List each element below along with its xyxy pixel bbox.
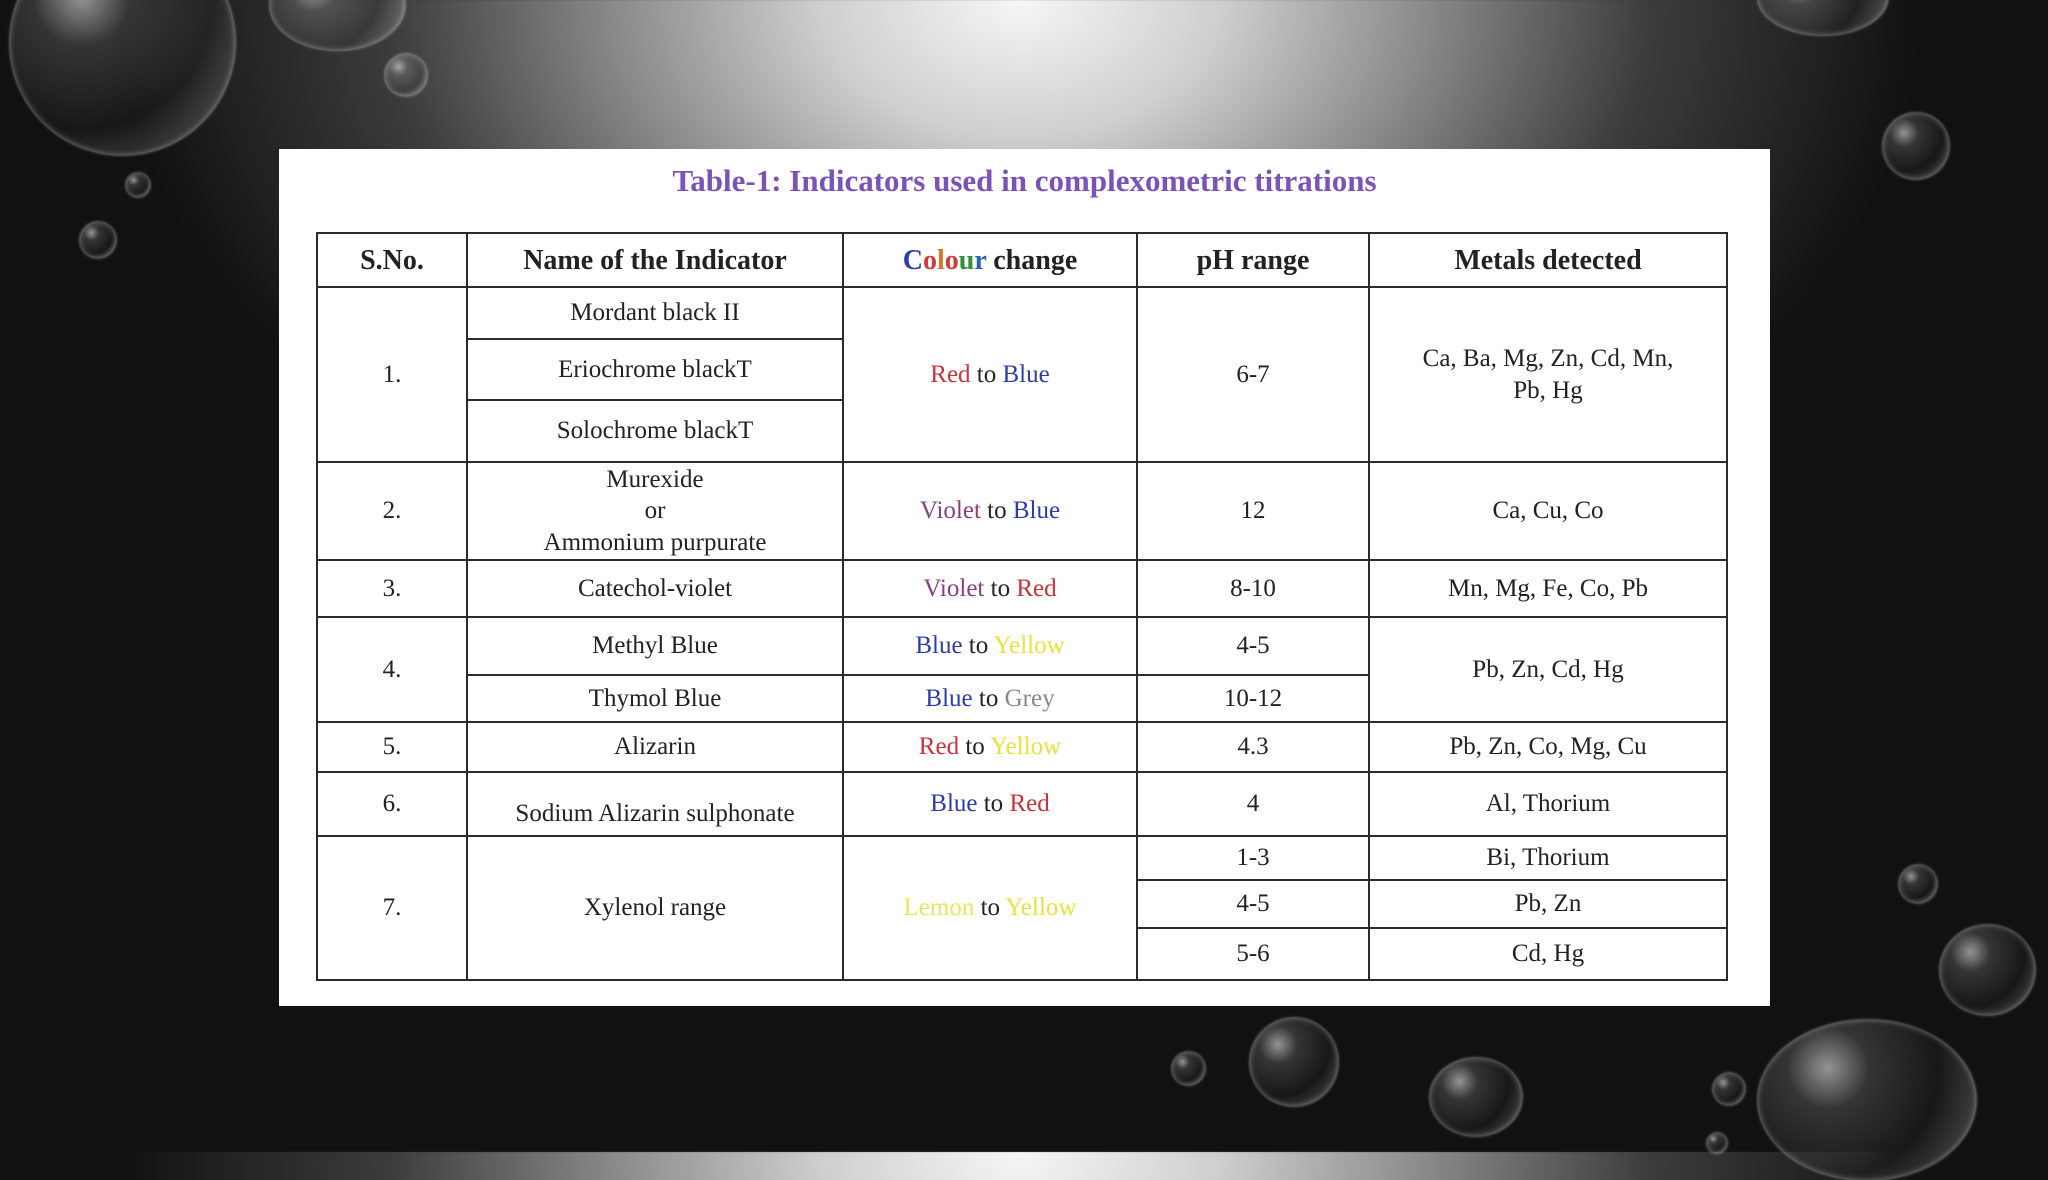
cell-metals-detected: Mn, Mg, Fe, Co, Pb bbox=[1369, 560, 1727, 617]
water-droplet-decoration bbox=[1172, 1052, 1205, 1085]
water-droplet-decoration bbox=[126, 173, 150, 197]
cell-sno: 5. bbox=[317, 722, 467, 772]
header-colour-change bbox=[843, 233, 1137, 287]
cell-ph-range: 6-7 bbox=[1137, 287, 1369, 462]
metals-line: Pb, Hg bbox=[1513, 376, 1583, 404]
colour-connector: to bbox=[965, 733, 985, 761]
cell-ph-range: 10-12 bbox=[1137, 675, 1369, 722]
water-droplet-decoration bbox=[1758, 1020, 1976, 1180]
name-line: or bbox=[644, 497, 666, 525]
colour-from: Blue bbox=[930, 790, 978, 818]
cell-sno: 6. bbox=[317, 772, 467, 836]
cell-sno: 7. bbox=[317, 836, 467, 980]
colour-to: Grey bbox=[1004, 684, 1055, 712]
water-droplet-decoration bbox=[10, 0, 235, 155]
colour-from: Blue bbox=[915, 632, 963, 660]
metals-line: Ca, Ba, Mg, Zn, Cd, Mn, bbox=[1422, 345, 1674, 373]
colour-connector: to bbox=[983, 790, 1004, 818]
name-line: Murexide bbox=[606, 466, 704, 494]
colour-connector: to bbox=[990, 574, 1011, 602]
cell-colour-change bbox=[843, 772, 1137, 836]
colour-to: Blue bbox=[1002, 360, 1050, 388]
header-colour-letter: u bbox=[958, 244, 975, 276]
cell-indicator-name: Solochrome blackT bbox=[467, 400, 843, 462]
colour-from: Violet bbox=[919, 497, 981, 525]
cell-metals-detected: Bi, Thorium bbox=[1369, 836, 1727, 880]
cell-sno: 1. bbox=[317, 287, 467, 462]
cell-indicator-name: Methyl Blue bbox=[467, 617, 843, 675]
header-colour-letter: l bbox=[936, 244, 945, 276]
cell-colour-change bbox=[843, 722, 1137, 772]
table-row bbox=[317, 836, 1727, 880]
cell-indicator-name: Thymol Blue bbox=[467, 675, 843, 722]
cell-sno: 3. bbox=[317, 560, 467, 617]
cell-metals-detected: Cd, Hg bbox=[1369, 928, 1727, 980]
colour-to: Yellow bbox=[990, 733, 1062, 761]
colour-to: Yellow bbox=[1005, 894, 1077, 922]
header-indicator-name: Name of the Indicator bbox=[467, 233, 843, 287]
table-row bbox=[317, 617, 1727, 675]
table-header-row bbox=[317, 233, 1727, 287]
cell-colour-change bbox=[843, 462, 1137, 560]
water-droplet-decoration bbox=[1707, 1133, 1727, 1153]
water-droplet-decoration bbox=[1250, 1018, 1338, 1106]
water-droplet-decoration bbox=[1430, 1058, 1522, 1136]
colour-connector: to bbox=[968, 632, 989, 660]
colour-from: Red bbox=[918, 733, 960, 761]
water-droplet-decoration bbox=[1883, 113, 1949, 179]
cell-ph-range: 4 bbox=[1137, 772, 1369, 836]
cell-ph-range: 4-5 bbox=[1137, 880, 1369, 928]
water-droplet-decoration bbox=[1758, 0, 1888, 35]
header-colour-letter: C bbox=[902, 244, 923, 276]
table-row bbox=[317, 287, 1727, 339]
colour-to: Red bbox=[1009, 790, 1050, 818]
header-colour-letter: o bbox=[922, 244, 937, 276]
cell-metals-detected bbox=[1369, 287, 1727, 462]
colour-connector: to bbox=[976, 360, 997, 388]
water-droplet-decoration bbox=[80, 222, 116, 258]
header-colour-letter: r bbox=[974, 244, 987, 276]
cell-ph-range: 8-10 bbox=[1137, 560, 1369, 617]
slide-content-panel bbox=[279, 149, 1770, 1006]
cell-sno: 2. bbox=[317, 462, 467, 560]
name-line: Ammonium purpurate bbox=[543, 528, 767, 556]
cell-ph-range: 12 bbox=[1137, 462, 1369, 560]
indicators-table bbox=[316, 232, 1728, 981]
header-metals-detected: Metals detected bbox=[1369, 233, 1727, 287]
cell-metals-detected: Al, Thorium bbox=[1369, 772, 1727, 836]
cell-indicator-name: Xylenol range bbox=[467, 836, 843, 980]
colour-to: Blue bbox=[1012, 497, 1061, 525]
colour-to: Red bbox=[1016, 574, 1057, 602]
cell-colour-change bbox=[843, 287, 1137, 462]
cell-ph-range: 4-5 bbox=[1137, 617, 1369, 675]
cell-colour-change bbox=[843, 836, 1137, 980]
cell-metals-detected: Pb, Zn bbox=[1369, 880, 1727, 928]
colour-from: Blue bbox=[925, 684, 973, 712]
water-droplet-decoration bbox=[270, 0, 405, 50]
water-droplet-decoration bbox=[1940, 925, 2035, 1015]
cell-metals-detected: Pb, Zn, Cd, Hg bbox=[1369, 617, 1727, 722]
cell-colour-change bbox=[843, 675, 1137, 722]
table-row bbox=[317, 722, 1727, 772]
cell-metals-detected: Ca, Cu, Co bbox=[1369, 462, 1727, 560]
table-row bbox=[317, 772, 1727, 836]
table-row bbox=[317, 560, 1727, 617]
header-colour-rest: change bbox=[986, 244, 1078, 276]
colour-from: Lemon bbox=[903, 894, 975, 922]
cell-indicator-name: Mordant black II bbox=[467, 287, 843, 339]
header-sno: S.No. bbox=[317, 233, 467, 287]
cell-indicator-name: Alizarin bbox=[467, 722, 843, 772]
cell-ph-range: 5-6 bbox=[1137, 928, 1369, 980]
cell-indicator-name bbox=[467, 462, 843, 560]
colour-connector: to bbox=[980, 894, 1001, 922]
table-caption: Table-1: Indicators used in complexometric titrations bbox=[672, 163, 1377, 198]
cell-indicator-name: Catechol-violet bbox=[467, 560, 843, 617]
cell-metals-detected: Pb, Zn, Co, Mg, Cu bbox=[1369, 722, 1727, 772]
cell-colour-change bbox=[843, 617, 1137, 675]
cell-sno: 4. bbox=[317, 617, 467, 722]
water-droplet-decoration bbox=[1713, 1073, 1745, 1105]
colour-connector: to bbox=[978, 684, 999, 712]
colour-from: Violet bbox=[923, 574, 985, 602]
cell-ph-range: 4.3 bbox=[1137, 722, 1369, 772]
colour-to: Yellow bbox=[993, 632, 1065, 660]
water-droplet-decoration bbox=[1899, 865, 1937, 903]
header-ph-range: pH range bbox=[1137, 233, 1369, 287]
cell-indicator-name: Sodium Alizarin sulphonate bbox=[467, 772, 843, 836]
table-row bbox=[317, 462, 1727, 560]
colour-from: Red bbox=[930, 360, 971, 388]
header-colour-letter: o bbox=[944, 244, 959, 276]
cell-indicator-name: Eriochrome blackT bbox=[467, 339, 843, 400]
cell-colour-change bbox=[843, 560, 1137, 617]
cell-ph-range: 1-3 bbox=[1137, 836, 1369, 880]
water-droplet-decoration bbox=[385, 54, 427, 96]
colour-connector: to bbox=[987, 497, 1007, 525]
